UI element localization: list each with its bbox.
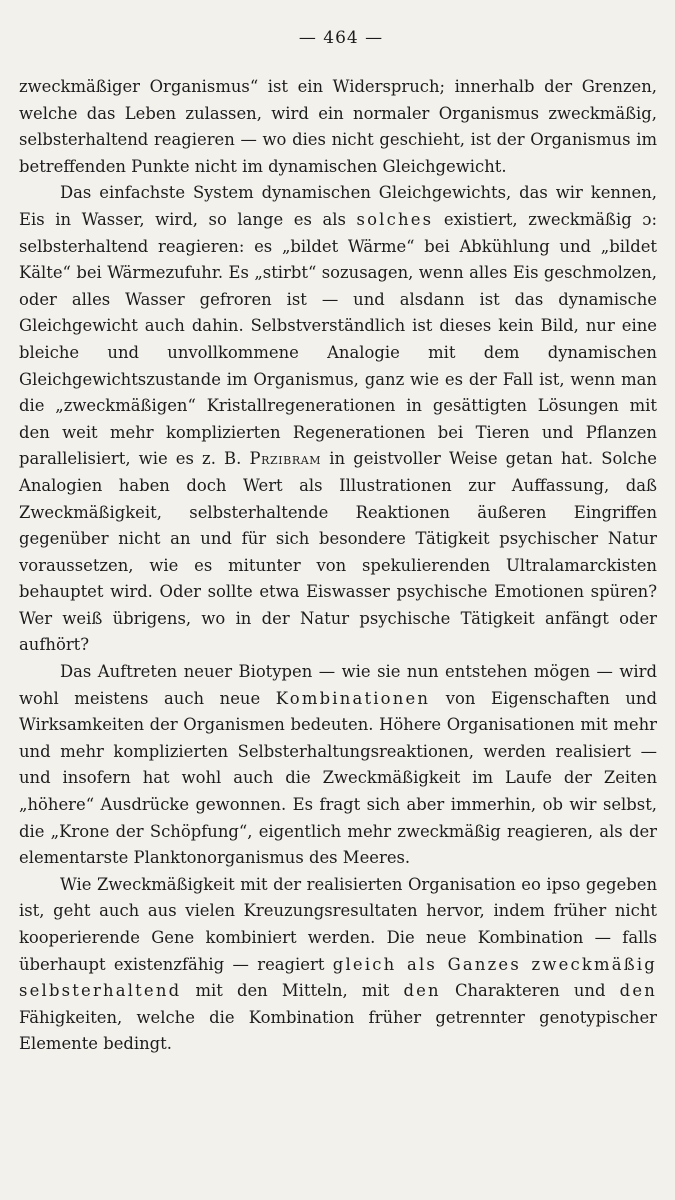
paragraph-2-part-3: in geistvoller Weise getan hat. Solche Analogien haben doch Wert als Illustrationen zur Auffassung, daß Zweckmäßigkeit, selbsterhaltende Reaktionen äußeren Eingriffen gegenüber nicht an und für sich besondere Tätigkeit psychischer Natur voraussetzen, wie es mitunter von spekulierenden Ultralamarckisten behauptet wird. Oder sollte etwa Eiswasser psychische Emotionen spüren? Wer weiß übrigens, wo in der Natur psychische Tätigkeit anfängt oder aufhört? — [19, 449, 657, 655]
paragraph-4-part-4: Fähigkeiten, welche die Kombination früher getrennter genotypischer Elemente bedingt. — [19, 1007, 657, 1054]
author-name-przibram: Przibram — [249, 449, 322, 469]
body-text — [19, 74, 657, 1058]
page-number: — 464 — — [298, 28, 384, 48]
paragraph-3-emphasis-kombinationen: Kombinationen — [275, 688, 431, 708]
paragraph-3-part-1: Das Auftreten neuer Biotypen — wie sie nun entstehen mögen — wird wohl meistens auch neue — [19, 662, 657, 708]
paragraph-4-part-3: Charakteren und — [440, 981, 620, 1001]
paragraph-4 — [19, 872, 657, 1058]
paragraph-2-part-1: Das einfachste System dynamischen Gleichgewichts, das wir kennen, Eis in Wasser, wird, so lange es als — [19, 183, 657, 229]
paragraph-2-part-2: existiert, zweckmäßig ɔ: selbsterhaltend reagieren: es „bildet Wärme“ bei Abkühlung und „bildet Kälte“ bei Wärmezufuhr. Es „stirbt“ sozusagen, wenn alles Eis geschmolzen, oder alles Wasser gefroren ist — und alsdann ist das dynamische Gleichgewicht auch dahin. Selbstverständlich ist dieses kein Bild, nur eine bleiche und unvollkommene Analogie mit dem dynamischen Gleichgewichtszustande im Organismus, ganz wie es der Fall ist, wenn man die „zweckmäßigen“ Kristallregenerationen in gesättigten Lösungen mit den weit mehr komplizierten Regenerationen bei Tieren und Pflanzen parallelisiert, wie es z. B. — [19, 209, 657, 469]
paragraph-1: zweckmäßiger Organismus“ ist ein Widerspruch; innerhalb der Grenzen, welche das Leben zulassen, wird ein normaler Organismus zweckmäßig, selbsterhaltend reagieren — wo dies nicht geschieht, ist der Organismus im betreffenden Punkte nicht im dynamischen Gleichgewicht. — [19, 77, 657, 176]
paragraph-4-emphasis-den-2: den — [619, 981, 657, 1001]
paragraph-2-emphasis-solches: solches — [356, 209, 434, 229]
paragraph-2 — [19, 180, 657, 659]
paragraph-3 — [19, 659, 657, 872]
paragraph-4-part-2: mit den Mitteln, mit — [181, 981, 404, 1001]
paragraph-4-emphasis-den-1: den — [403, 981, 441, 1001]
paragraph-4-emphasis-ganzes: gleich als Ganzes zweckmäßig selbsterhaltend — [19, 954, 657, 1001]
paragraph-3-part-2: von Eigenschaften und Wirksamkeiten der Organismen bedeuten. Höhere Organisationen mit mehr und mehr komplizierten Selbsterhaltungsreaktionen, werden realisiert — und insofern hat wohl auch die Zweckmäßigkeit im Laufe der Zeiten „höhere“ Ausdrücke gewonnen. Es fragt sich aber immerhin, ob wir selbst, die „Krone der Schöpfung“, eigentlich mehr zweckmäßig reagieren, als der elementarste Planktonorganismus des Meeres. — [19, 688, 657, 868]
paragraph-4-part-1: Wie Zweckmäßigkeit mit der realisierten Organisation eo ipso gegeben ist, geht auch aus vielen Kreuzungsresultaten hervor, indem früher nicht kooperierende Gene kombiniert werden. Die neue Kombination — falls überhaupt existenzfähig — reagiert — [19, 874, 657, 974]
